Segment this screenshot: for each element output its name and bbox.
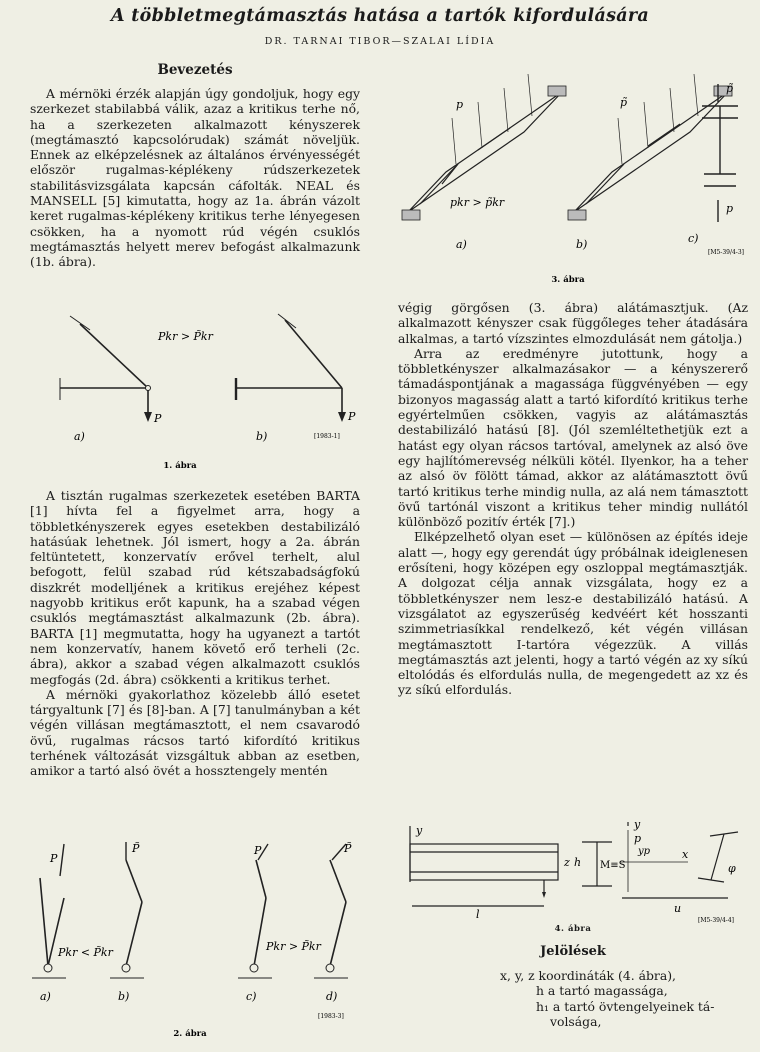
left-text-2 bbox=[30, 488, 360, 779]
paragraph: Arra az eredményre jutottunk, hogy a többletkényszer alkalmazásakor — a kényszererő támadáspontjának a magassága függvényében — egy bizonyos magasság alatt a tartó kifordító kritikus terhe egyértelműen csökken, vagyis az alátámasztás destabilizáló hatású [8]. (Jól szemléltethetjük ezt a hatást egy olyan rácsos tartóval, amelynek az alsó öve egy hajlítómerevség nélküli kötél. Ilyenkor, ha a teher az alsó öv fölött támad, akkor az alátámasztott övű tartó kritikus terhe mindig nulla, az alá nem támasztott övű tartónál viszont a kritikus teher mindig nullától különböző pozitív érték [7].) bbox=[398, 345, 748, 530]
fig2-P-c: P bbox=[254, 844, 262, 857]
notation-list bbox=[500, 968, 748, 1030]
fig4-p: p bbox=[634, 832, 642, 845]
fig3-caption: 3. ábra bbox=[551, 275, 585, 285]
notation-item: h₁ a tartó övtengelyeinek tá- bbox=[536, 998, 715, 1014]
section-heading-notation: Jelölések bbox=[540, 944, 606, 959]
fig2-label-d: d) bbox=[326, 990, 338, 1003]
fig2-P-a: P bbox=[50, 852, 58, 865]
paragraph: A tisztán rugalmas szerkezetek esetében BARTA [1] hívta fel a figyelmet arra, hogy a többletkényszerek egyes esetekben destabilizáló hatásúak lehetnek. Jól ismert, hogy a 2a. ábrán feltüntetett, konzervatív erővel terhelt, alul befogott, felül szabad rúd kétszabadságfokú diszkrét modelljének a kritikus erejéhez képest nagyobb kritikus erőt kapunk, ha a szabad végen csuklós megtámasztást alkalmazunk (2b. ábra). BARTA [1] megmutatta, hogy ha ugyanezt a tartót nem konzervatív, hanem követő erő terheli (2c. ábra), akkor a szabad végen alkalmazott csuklós megfogás (2d. ábra) csökkenti a kritikus terhet. bbox=[30, 488, 360, 687]
fig1-caption: 1. ábra bbox=[163, 461, 197, 471]
notation-item: x, y, z koordináták (4. ábra), bbox=[500, 968, 676, 983]
figure-2 bbox=[30, 838, 360, 1048]
figure-3 bbox=[398, 62, 748, 292]
fig1-label-b: b) bbox=[256, 430, 268, 443]
fig4-x: x bbox=[682, 848, 689, 861]
fig2-label-c: c) bbox=[246, 990, 257, 1003]
paragraph: A mérnöki gyakorlathoz közelebb álló esetet tárgyaltunk [7] és [8]-ban. A [7] tanulmányban a két végén villásan megtámasztott, el nem csavarodó övű, rugalmas rácsos tartó kifordító kritikus terhének változását vizsgáltuk abban az esetben, amikor a tartó alsó övét a hossztengely mentén bbox=[30, 686, 360, 779]
fig3-label-a: a) bbox=[456, 238, 467, 251]
fig3-inequality: pkr > p̃kr bbox=[450, 196, 505, 209]
fig2-P-d: P̃ bbox=[344, 842, 352, 855]
paragraph: végig görgősen (3. ábra) alátámasztjuk. (Az alkalmazott kényszer csak függőleges teher átadására alkalmas, a tartó vízszintes elmozdulását nem gátolja.) bbox=[398, 300, 748, 346]
fig4-z: z bbox=[564, 856, 570, 869]
paragraph: Elképzelhető olyan eset — különösen az építés ideje alatt —, hogy egy gerendát úgy próbálnak ideiglenesen erősíteni, hogy középen egy oszloppal megtámasztják. A dolgozat célja annak vizsgálata, hogy ez a többletkényszer nem lesz-e destabilizáló hatású. A vizsgálatot az egyszerűség kedvéért két hosszanti szimmetriasíkkal rendelkező, két végén villásan megtámasztott I-tartóra végezzük. A villás megtámasztás azt jelenti, hogy a tartó végén az xy síkú eltolódás és elfordulás nulla, de megengedett az xz és yz síkú elfordulás. bbox=[398, 529, 748, 698]
fig4-l: l bbox=[476, 908, 480, 921]
fig2-caption: 2. ábra bbox=[173, 1029, 207, 1039]
figure-1 bbox=[30, 306, 360, 476]
fig1-inequality: Pkr > P̃kr bbox=[158, 330, 213, 343]
right-text bbox=[398, 300, 748, 698]
fig1-P-b: P bbox=[348, 410, 356, 423]
fig4-code: [M5-39/4-4] bbox=[698, 917, 734, 924]
fig4-h: h bbox=[574, 856, 582, 869]
section-heading-intro: Bevezetés bbox=[157, 62, 233, 78]
paragraph: A mérnöki érzék alapján úgy gondoljuk, hogy egy szerkezet stabilabbá válik, azaz a kritikus terhe nő, ha a szerkezeten alkalmazott kényszerek (megtámasztó kapcsolórudak) számát növeljük. Ennek az elképzelésnek az általános érvényességét először rugalmas-képlékeny rúdszerkezetek stabilitásvizsgálata kapcsán cáfolták. NEAL és MANSELL [5] kimutatta, hogy az 1a. ábrán vázolt keret rugalmas-képlékeny kritikus terhe lényegesen csökken, ha a nyomott rúd végén csuklós megtámasztás helyett merev befogást alkalmazunk (1b. ábra). bbox=[30, 86, 360, 270]
fig2-inequality-2: Pkr > P̃kr bbox=[266, 940, 321, 953]
page-title: A többletmegtámasztás hatása a tartók kifordulására bbox=[110, 6, 650, 26]
notation-item: h a tartó magassága, bbox=[536, 983, 668, 999]
figure-4 bbox=[398, 822, 748, 938]
fig2-label-b: b) bbox=[118, 990, 130, 1003]
fig4-y: y bbox=[416, 824, 423, 837]
fig3-pt-c: p̃ bbox=[726, 82, 734, 95]
fig2-label-a: a) bbox=[40, 990, 51, 1003]
fig4-yp: yp bbox=[638, 846, 651, 857]
notation-item: volsága, bbox=[550, 1014, 602, 1030]
left-text-1 bbox=[30, 86, 360, 270]
fig1-P-a: P bbox=[154, 412, 162, 425]
fig2-code: [1983-3] bbox=[318, 1013, 344, 1020]
fig2-inequality-1: Pkr < P̃kr bbox=[58, 946, 113, 959]
fig1-code: [1983-1] bbox=[314, 433, 340, 440]
fig4-MS: M≡S bbox=[600, 860, 626, 871]
fig3-label-b: b) bbox=[576, 238, 588, 251]
fig3-pt: p̃ bbox=[620, 96, 628, 109]
fig4-y-section: y bbox=[634, 822, 641, 831]
fig3-label-c: c) bbox=[688, 232, 699, 245]
fig4-phi: φ bbox=[728, 862, 736, 875]
fig4-u: u bbox=[674, 902, 682, 915]
fig3-p-c: p bbox=[726, 202, 734, 215]
fig1-label-a: a) bbox=[74, 430, 85, 443]
fig2-P-b: P̃ bbox=[132, 842, 140, 855]
fig4-caption: 4. ábra bbox=[554, 924, 592, 934]
authors: DR. TARNAI TIBOR—SZALAI LÍDIA bbox=[264, 36, 496, 47]
fig3-p: p bbox=[456, 98, 464, 111]
fig3-code: [M5-39/4-3] bbox=[708, 249, 744, 256]
